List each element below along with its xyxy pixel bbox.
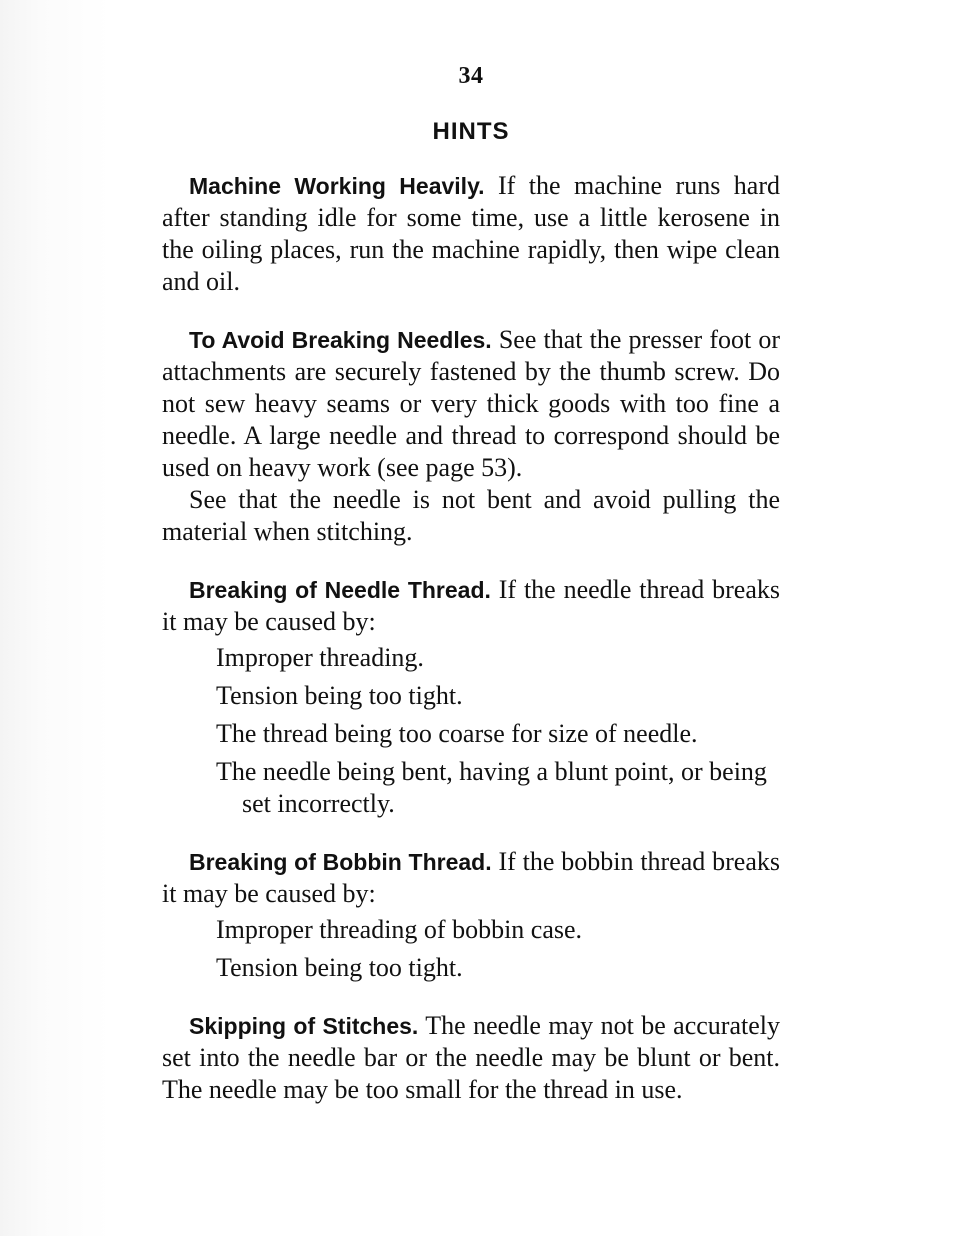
section-lead: Machine Working Heavily.: [189, 173, 485, 199]
section-text: If the needle thread breaks it may be caused by:: [162, 575, 780, 636]
paragraph-continued: See that the needle is not bent and avoid pulling the material when stitching.: [162, 485, 780, 546]
paragraph: [162, 846, 780, 910]
cause-item: The thread being too coarse for size of needle.: [216, 719, 698, 748]
section-text: See that the presser foot or attachments are securely fastened by the thumb screw. Do not sew heavy seams or very thick goods with too fine a needle. A large needle and thread to correspond should be used on heavy work (see page 53).: [162, 325, 781, 482]
paragraph: [162, 170, 780, 298]
cause-item: Improper threading of bobbin case.: [216, 915, 583, 944]
section-text: The needle may not be accurately set into the needle bar or the needle may be blunt or bent. The needle may be too small for the thread in use.: [162, 1011, 780, 1104]
cause-list: [216, 642, 780, 820]
section-lead: Breaking of Needle Thread.: [189, 577, 491, 603]
cause-item: The needle being bent, having a blunt point, or being set incorrectly.: [216, 757, 767, 818]
section-text: If the machine runs hard after standing idle for some time, use a little kerosene in the oiling places, run the machine rapidly, then wipe clean and oil.: [162, 171, 780, 296]
paragraph: [162, 324, 780, 484]
paragraph: [162, 1010, 780, 1106]
cause-item: Improper threading.: [216, 643, 424, 672]
paragraph: [162, 574, 780, 638]
section-lead: Skipping of Stitches.: [189, 1013, 419, 1039]
cause-item: Tension being too tight.: [216, 953, 463, 982]
section-lead: Breaking of Bobbin Thread.: [189, 849, 492, 875]
section-skipping-stitches: [162, 1010, 780, 1106]
section-lead: To Avoid Breaking Needles.: [189, 327, 492, 353]
cause-list: [216, 914, 780, 984]
section-text: If the bobbin thread breaks it may be caused by:: [162, 847, 780, 908]
page-content: [162, 60, 780, 1132]
cause-item: Tension being too tight.: [216, 681, 463, 710]
section-breaking-bobbin-thread: [162, 846, 780, 984]
page-number: 34: [458, 63, 484, 89]
section-avoid-breaking-needles: [162, 324, 780, 548]
page-heading: HINTS: [432, 118, 510, 145]
section-machine-working-heavily: [162, 170, 780, 298]
section-breaking-needle-thread: [162, 574, 780, 820]
